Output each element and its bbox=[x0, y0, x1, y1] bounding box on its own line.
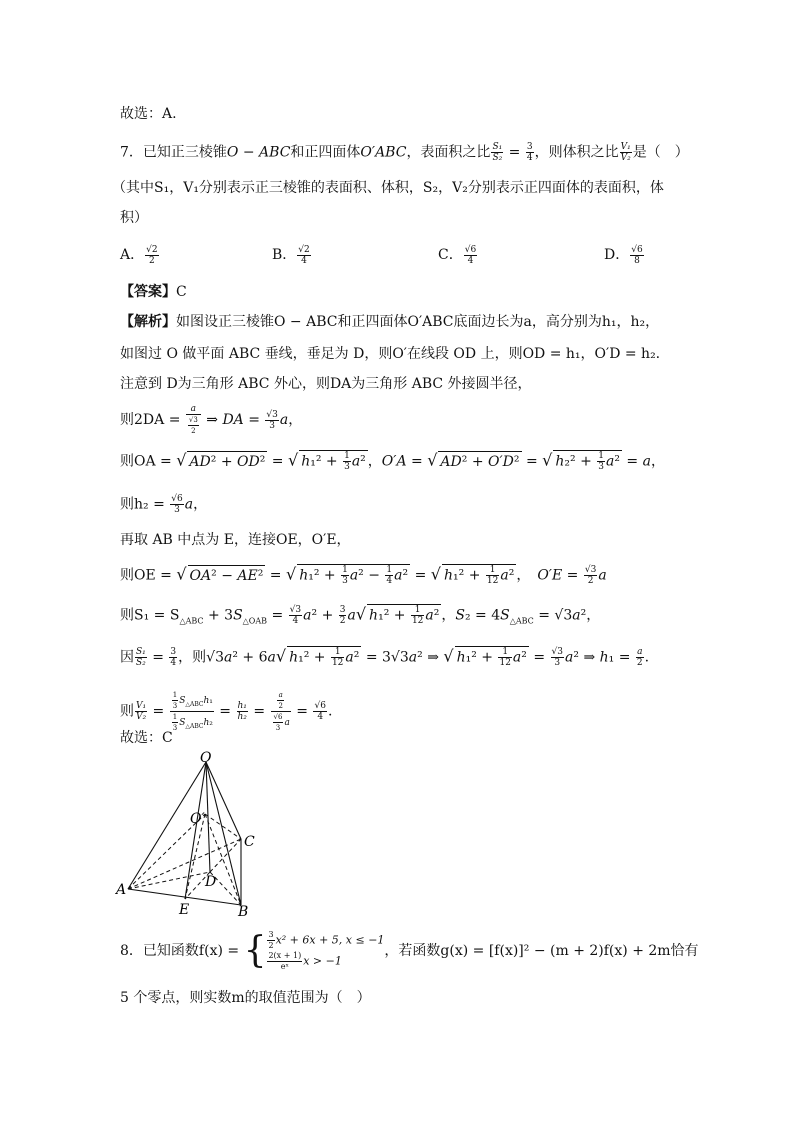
q8-number: 8． bbox=[120, 943, 143, 959]
label-o: O bbox=[200, 750, 212, 766]
tetrahedron-figure bbox=[110, 748, 280, 918]
area-ratio-fraction: $\frac{\text{S₁}}{\text{S₂}}$ bbox=[492, 142, 503, 163]
option-a[interactable]: A． $\frac{√2}{2}$ bbox=[120, 244, 158, 266]
label-c: C bbox=[244, 834, 255, 850]
q7-stem-a: 已知正三棱锥 bbox=[142, 144, 227, 161]
q7-note-1: （其中S₁，V₁分别表示正三棱锥的表面积、体积，S₂，V₂分别表示正四面体的表面积，体 bbox=[112, 180, 664, 196]
q8-stem-a: 已知函数f(x) = bbox=[142, 943, 244, 959]
q7-stem-b: 和正四面体 bbox=[290, 144, 361, 161]
label-d: D bbox=[205, 874, 217, 890]
q8-line-2: 5 个零点，则实数m的取值范围为（ ） bbox=[120, 990, 371, 1006]
analysis-line-11: 则 $\frac{\text{V₁}}{\text{V₂}}$ = $\frac{1}{3}$ $S_{\triangle ABC}h_1$ $\frac{1}{3}$ $S_{\triangle ABC}h_2$ = $\frac{\text{h₁}}{\text{h₂}}$ = $\frac{a}{2}$ $\frac{√6}{3}$ a = $\frac{√6}{4}$ . bbox=[120, 691, 333, 732]
conclusion: 故选：C bbox=[120, 730, 173, 746]
prev-answer: 故选：A. bbox=[120, 106, 177, 122]
label-e: E bbox=[179, 902, 190, 918]
q8-stem-b: ，若函数g(x) = [f(x)]² − (m + 2)f(x) + 2m恰有 bbox=[384, 943, 699, 959]
q7-solid2: O′ABC bbox=[360, 144, 407, 161]
analysis-tag: 【解析】 bbox=[120, 314, 176, 330]
option-b[interactable]: B． $\frac{√2}{4}$ bbox=[272, 244, 310, 266]
analysis-line-3: 注意到 D为三角形 ABC 外心，则DA为三角形 ABC 外接圆半径， bbox=[120, 376, 532, 392]
q7-stem-c: ，表面积之比 bbox=[406, 144, 491, 161]
q7-stem-d: ，则体积之比 bbox=[534, 144, 619, 161]
q7-stem: 7．已知正三棱锥O − ABC和正四面体O′ABC，表面积之比 $\frac{\text{S₁}}{\text{S₂}}$ = $\frac{3}{4}$ ，则体积之比 $\frac{\text{V₁}}{\text{V₂}}$ 是（ ） bbox=[120, 142, 689, 163]
option-d[interactable]: D． $\frac{√6}{8}$ bbox=[604, 244, 643, 266]
q7-solid1: O − ABC bbox=[226, 144, 291, 161]
analysis-line-6: 则h₂ = $\frac{√6}{3}$ a， bbox=[120, 494, 208, 515]
analysis-line-10: 因 $\frac{\text{S₁}}{\text{S₂}}$ = $\frac{3}{4}$ ，则√3a² + 6a√ h₁² + $\frac{1}{12}$ a² = 3√3a² ⇒ √ h₁² + $\frac{1}{12}$ a² = $\frac{√3}{3}$ a² ⇒ h₁ = $\frac{a}{2}$ . bbox=[120, 646, 650, 668]
q7-stem-e: 是（ ） bbox=[632, 144, 689, 161]
volume-ratio-fraction: $\frac{\text{V₁}}{\text{V₂}}$ bbox=[620, 142, 631, 163]
answer-line bbox=[120, 282, 187, 302]
analysis-line-4: 则2DA = $\frac{a}{\frac{√3}{2}}$ ⇒ DA = $\frac{√3}{3}$ a， bbox=[120, 404, 303, 435]
analysis-line-9: 则$S_1 = S_{\triangle ABC} + 3S_{\triangle OAB}$ = $\frac{√3}{4}$ a² + $\frac{3}{2}$ a√ h₁² + $\frac{1}{12}$ a² ，$S_2 = 4S_{\triangle ABC} = √3a^2$， bbox=[120, 604, 601, 626]
label-o-prime: O′ bbox=[190, 811, 205, 827]
analysis-line-5: 则OA = √ AD² + OD² = √ h₁² + $\frac{1}{3}$ a² ，O′A = √ AD² + O′D² = √ h₂² + $\frac{1}{3}$ a² = a， bbox=[120, 450, 665, 472]
analysis-line-7: 再取 AB 中点为 E，连接OE，O′E， bbox=[120, 532, 351, 548]
label-b: B bbox=[238, 904, 249, 918]
option-c[interactable]: C． $\frac{√6}{4}$ bbox=[438, 244, 477, 266]
analysis-line-8: 则OE = √ OA² − AE² = √ h₁² + $\frac{1}{3}$ a² − $\frac{1}{4}$ a² = √ h₁² + $\frac{1}{12}$ a² ， O′E = $\frac{√3}{2}$ a bbox=[120, 564, 607, 586]
label-a: A bbox=[116, 882, 127, 898]
area-ratio-value: $\frac{3}{4}$ bbox=[526, 142, 533, 163]
answer-tag: 【答案】 bbox=[120, 284, 176, 300]
q7-note-2: 积） bbox=[120, 210, 148, 226]
analysis-line-2: 如图过 O 做平面 ABC 垂线，垂足为 D，则O′在线段 OD 上，则OD = h₁，O′D = h₂. bbox=[120, 346, 661, 362]
q8-stem: 8．已知函数f(x) = { $\frac{3}{2}$ x² + 6x + 5, x ≤ −1 $\frac{2(x + 1)}{\text{eˣ}}$ x > −1 ，若函数g(x) = [f(x)]² − (m + 2)f(x) + 2m恰有 bbox=[120, 930, 699, 971]
q7-number: 7． bbox=[120, 144, 143, 161]
analysis-line-1: 【解析】如图设正三棱锥O − ABC和正四面体O′ABC底面边长为a，高分别为h₁，h₂， bbox=[120, 314, 660, 330]
piecewise-cases: $\frac{3}{2}$ x² + 6x + 5, x ≤ −1 $\frac{2(x + 1)}{\text{eˣ}}$ x > −1 bbox=[268, 930, 385, 971]
answer-value: C bbox=[176, 284, 187, 300]
